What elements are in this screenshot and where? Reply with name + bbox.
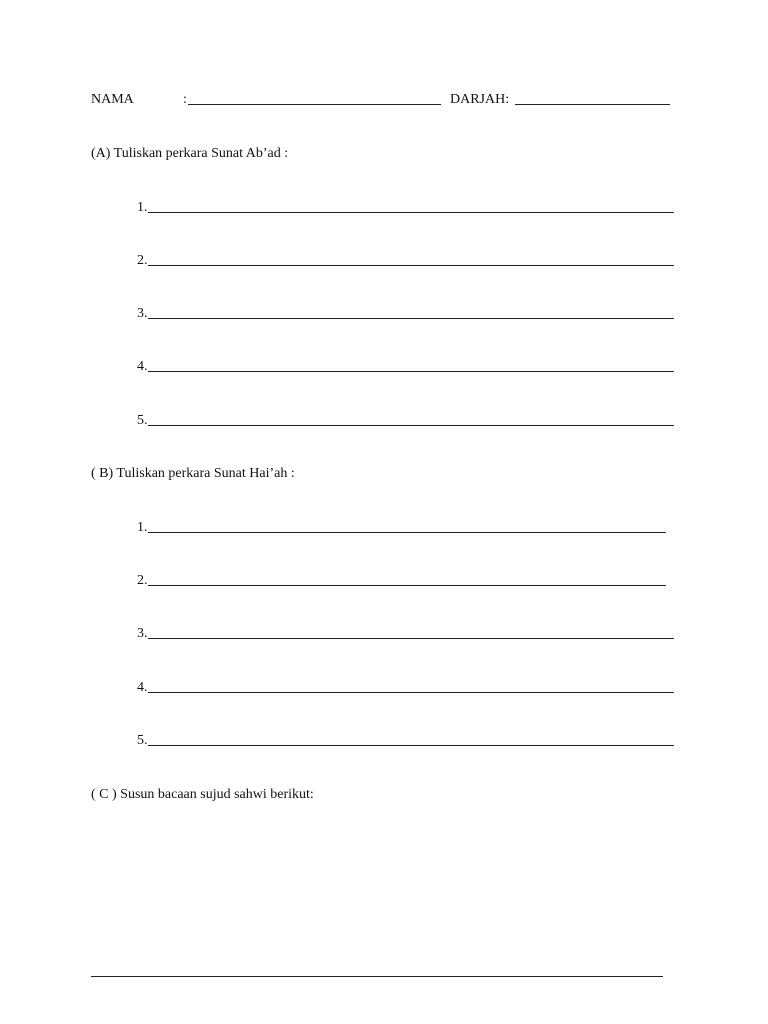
section-b-item-4[interactable] — [137, 680, 148, 696]
section-c-answer-line[interactable] — [91, 976, 663, 977]
section-a-item-4[interactable] — [137, 359, 148, 375]
item-number: 1. — [137, 520, 148, 535]
item-number: 2. — [137, 253, 148, 268]
section-b-answer-line-1[interactable] — [148, 532, 666, 533]
nama-field[interactable] — [188, 104, 441, 105]
section-b-answer-line-5[interactable] — [148, 745, 674, 746]
section-a-answer-line-1[interactable] — [148, 212, 674, 213]
section-a-answer-line-4[interactable] — [148, 371, 674, 372]
section-a-item-3[interactable] — [137, 306, 148, 322]
section-a-answer-line-5[interactable] — [148, 425, 674, 426]
section-b-item-3[interactable] — [137, 626, 148, 642]
nama-label: NAMA — [91, 92, 134, 107]
item-number: 4. — [137, 680, 148, 695]
section-a-item-2[interactable] — [137, 253, 148, 269]
item-number: 2. — [137, 573, 148, 588]
section-b-title: ( B) Tuliskan perkara Sunat Hai’ah : — [91, 466, 295, 481]
section-b-answer-line-4[interactable] — [148, 692, 674, 693]
item-number: 4. — [137, 359, 148, 374]
darjah-field[interactable] — [515, 104, 670, 105]
section-a-item-5[interactable] — [137, 413, 148, 429]
section-b-answer-line-3[interactable] — [148, 638, 674, 639]
section-b-item-5[interactable] — [137, 733, 148, 749]
section-a-answer-line-3[interactable] — [148, 318, 674, 319]
section-a-answer-line-2[interactable] — [148, 265, 674, 266]
item-number: 5. — [137, 413, 148, 428]
section-b-item-2[interactable] — [137, 573, 148, 589]
item-number: 3. — [137, 306, 148, 321]
section-a-title: (A) Tuliskan perkara Sunat Ab’ad : — [91, 146, 289, 161]
section-b-answer-line-2[interactable] — [148, 585, 666, 586]
nama-colon: : — [183, 92, 187, 107]
section-a-item-1[interactable] — [137, 200, 148, 216]
section-c-title: ( C ) Susun bacaan sujud sahwi berikut: — [91, 787, 314, 802]
section-b-item-1[interactable] — [137, 520, 148, 536]
item-number: 5. — [137, 733, 148, 748]
item-number: 1. — [137, 200, 148, 215]
item-number: 3. — [137, 626, 148, 641]
darjah-label: DARJAH: — [450, 92, 510, 107]
